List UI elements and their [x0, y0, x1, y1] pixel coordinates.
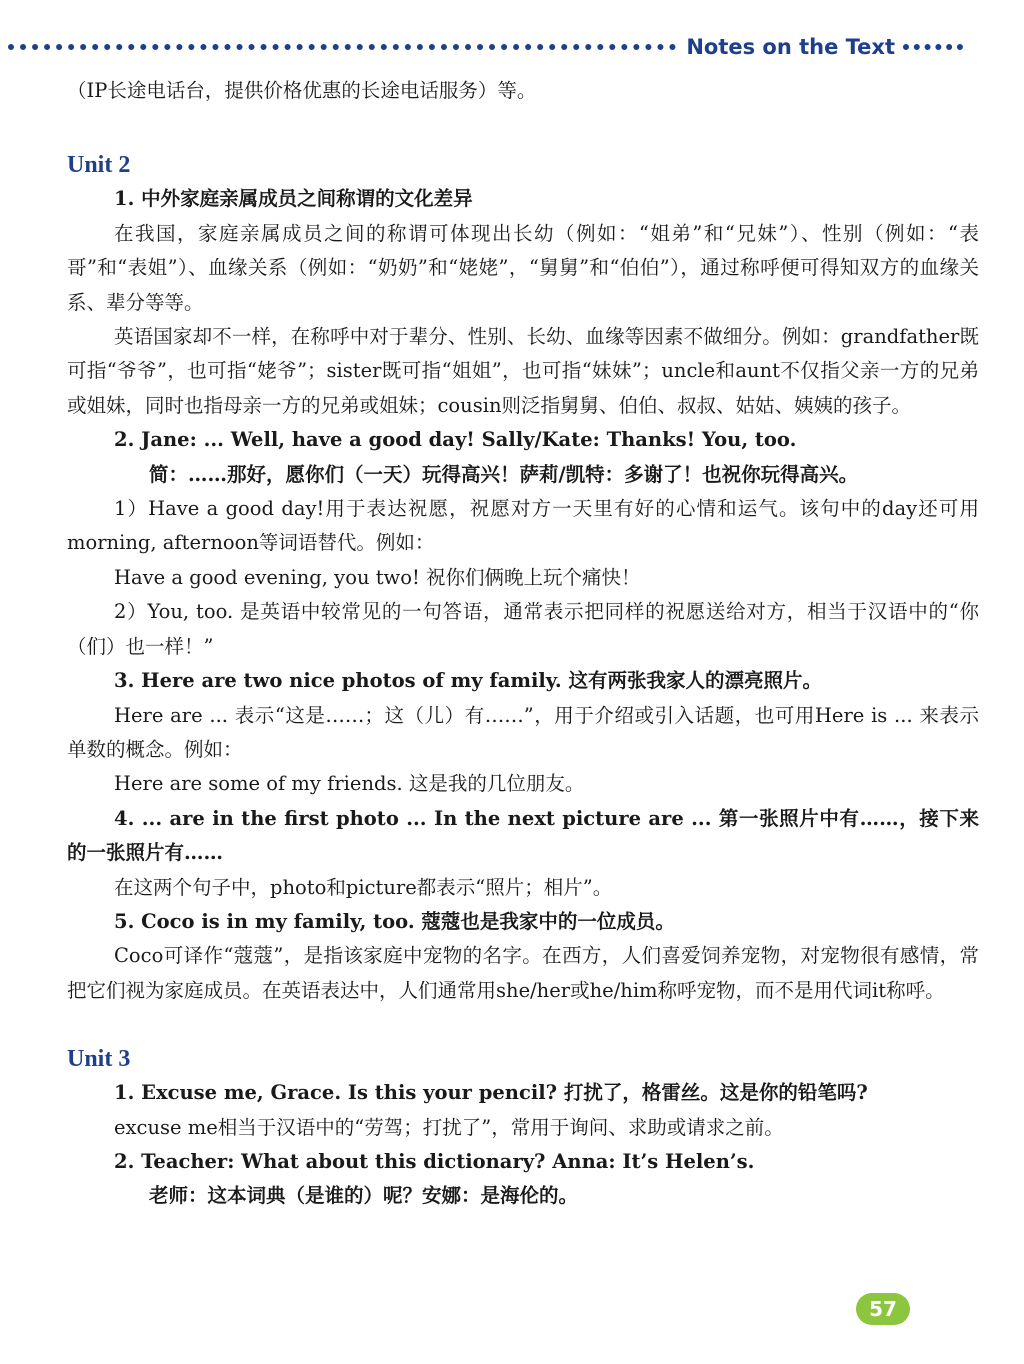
unit2-heading: Unit 2: [67, 152, 131, 179]
u2-note4-para1: 在这两个句子中，photo和picture都表示“照片；相片”。: [114, 875, 613, 899]
u2-note3-para1: Here are ... 表示“这是……；这（儿）有……”，用于介绍或引入话题，也可用Here is ... 来表示单数的概念。例如：: [67, 703, 979, 761]
u3-note1-para1: excuse me相当于汉语中的“劳驾；打扰了”，常用于询问、求助或请求之前。: [114, 1115, 784, 1139]
u2-note2-para1: 1）Have a good day!用于表达祝愿，祝愿对方一天里有好的心情和运气。该句中的day还可用morning, afternoon等词语替代。例如：: [67, 497, 979, 555]
u2-note1-para2: 英语国家却不一样，在称呼中对于辈分、性别、长幼、血缘等因素不做细分。例如：grandfather既可指“爷爷”，也可指“姥爷”；sister既可指“姐姐”，也可指“妹妹”；uncle和aunt不仅指父亲一方的兄弟或姐妹，同时也指母亲一方的兄弟或姐妹；cousin则泛指舅舅、伯伯、叔叔、姑姑、姨姨的孩子。: [67, 325, 979, 417]
header-title: Notes on the Text: [686, 35, 895, 59]
u2-note1-title: 1. 中外家庭亲属成员之间称谓的文化差异: [114, 187, 473, 211]
unit3-heading: Unit 3: [67, 1046, 131, 1073]
u3-note1-title: 1. Excuse me, Grace. Is this your pencil? 打扰了，格雷丝。这是你的铅笔吗?: [114, 1081, 868, 1105]
u2-note2-para2: 2）You, too. 是英语中较常见的一句答语，通常表示把同样的祝愿送给对方，相当于汉语中的“你（们）也一样！”: [67, 600, 979, 658]
u3-note2-translation: 老师：这本词典（是谁的）呢？安娜：是海伦的。: [149, 1184, 579, 1208]
u2-note2-title: 2. Jane: ... Well, have a good day! Sally/Kate: Thanks! You, too.: [114, 428, 797, 452]
u3-note2-title: 2. Teacher: What about this dictionary? Anna: It’s Helen’s.: [114, 1149, 755, 1173]
u2-note3-title: 3. Here are two nice photos of my family. 这有两张我家人的漂亮照片。: [114, 669, 822, 693]
header-dotted-rule: [8, 44, 676, 50]
header-dotted-rule-right: [903, 44, 963, 50]
u2-note5-title: 5. Coco is in my family, too. 蔻蔻也是我家中的一位成员。: [114, 909, 675, 933]
u2-note4-title: 4. ... are in the first photo ... In the next picture are ... 第一张照片中有……，接下来的一张照片有……: [67, 806, 979, 865]
u2-note2-example1: Have a good evening, you two! 祝你们俩晚上玩个痛快！: [114, 565, 641, 589]
u2-note2-translation: 简：……那好，愿你们（一天）玩得高兴！萨莉/凯特：多谢了！也祝你玩得高兴。: [149, 462, 859, 486]
u2-note3-example1: Here are some of my friends. 这是我的几位朋友。: [114, 772, 585, 796]
u2-note1-para1: 在我国，家庭亲属成员之间的称谓可体现出长幼（例如：“姐弟”和“兄妹”）、性别（例如：“表哥”和“表姐”）、血缘关系（例如：“奶奶”和“姥姥”，“舅舅”和“伯伯”），通过称呼便可得知双方的血缘关系、辈分等等。: [67, 221, 979, 314]
running-header: [8, 30, 963, 64]
u2-note5-para1: Coco可译作“蔻蔻”，是指该家庭中宠物的名字。在西方，人们喜爱饲养宠物，对宠物很有感情，常把它们视为家庭成员。在英语表达中，人们通常用she/her或he/him称呼宠物，而不是用代词it称呼。: [67, 944, 979, 1002]
intro-text: （IP长途电话台，提供价格优惠的长途电话服务）等。: [67, 79, 537, 102]
page-content: [67, 74, 979, 1214]
page-number-badge: 57: [856, 1293, 910, 1325]
